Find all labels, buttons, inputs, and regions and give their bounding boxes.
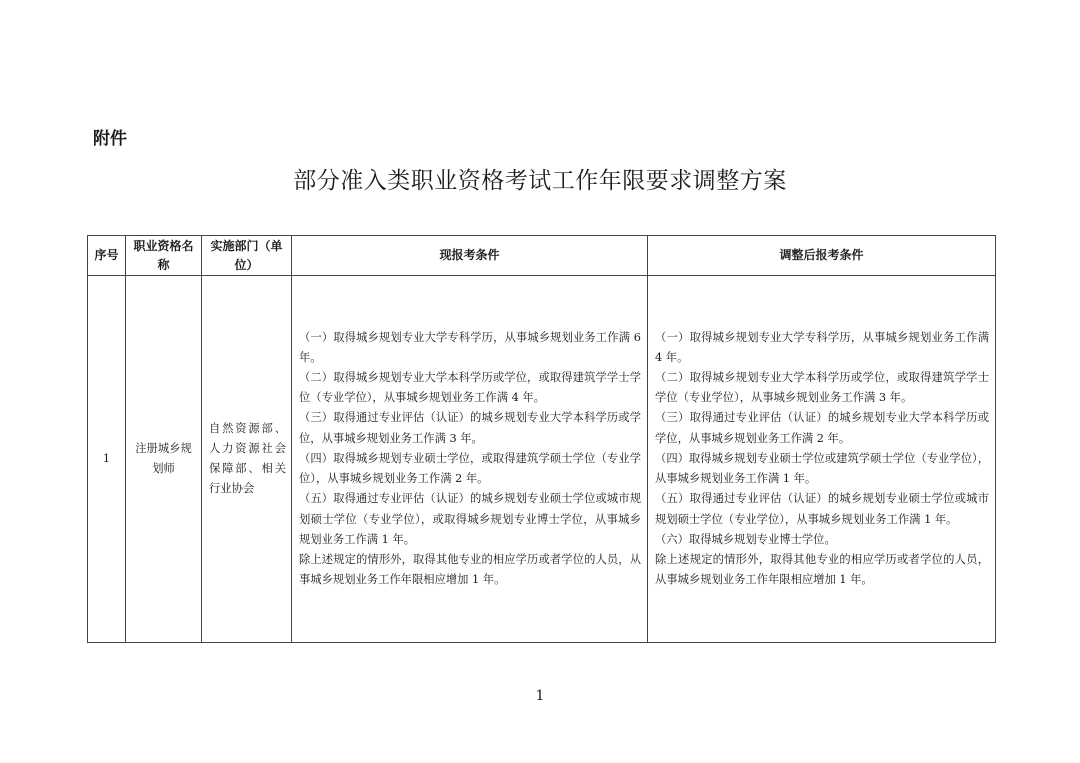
current-condition-note: 除上述规定的情形外，取得其他专业的相应学历或者学位的人员，从事城乡规划业务工作年限相应增加 1 年。 bbox=[299, 552, 641, 587]
adjusted-condition-note: 除上述规定的情形外，取得其他专业的相应学历或者学位的人员，从事城乡规划业务工作年限相应增加 1 年。 bbox=[655, 552, 989, 587]
current-condition-2: （二）取得城乡规划专业大学本科学历或学位，或取得建筑学学士学位（专业学位），从事城乡规划业务工作满 4 年。 bbox=[299, 371, 641, 405]
row-current-conditions bbox=[292, 276, 648, 643]
header-department: 实施部门（单位） bbox=[202, 236, 292, 276]
current-condition-1: （一）取得城乡规划专业大学专科学历，从事城乡规划业务工作满 6 年。 bbox=[299, 330, 641, 364]
row-adjusted-conditions bbox=[648, 276, 996, 643]
header-serial-number: 序号 bbox=[88, 236, 126, 276]
table-row bbox=[88, 276, 996, 643]
adjusted-condition-6: （六）取得城乡规划专业博士学位。 bbox=[655, 532, 836, 546]
current-condition-3: （三）取得通过专业评估（认证）的城乡规划专业大学本科学历或学位，从事城乡规划业务工作满 3 年。 bbox=[299, 411, 641, 445]
adjusted-condition-5: （五）取得通过专业评估（认证）的城乡规划专业硕士学位或城市规划硕士学位（专业学位），从事城乡规划业务工作满 1 年。 bbox=[655, 492, 989, 526]
adjusted-condition-1: （一）取得城乡规划专业大学专科学历，从事城乡规划业务工作满 4 年。 bbox=[655, 330, 989, 364]
table-header-row bbox=[88, 236, 996, 276]
header-qualification-name: 职业资格名称 bbox=[126, 236, 202, 276]
adjusted-condition-3: （三）取得通过专业评估（认证）的城乡规划专业大学本科学历或学位，从事城乡规划业务工作满 2 年。 bbox=[655, 411, 989, 445]
header-adjusted-conditions: 调整后报考条件 bbox=[648, 236, 996, 276]
row-serial-number: 1 bbox=[88, 276, 126, 643]
page-number: 1 bbox=[535, 688, 545, 704]
adjusted-condition-2: （二）取得城乡规划专业大学本科学历或学位，或取得建筑学学士学位（专业学位），从事城乡规划业务工作满 3 年。 bbox=[655, 371, 989, 405]
row-qualification-name: 注册城乡规划师 bbox=[126, 276, 202, 643]
requirements-table bbox=[87, 235, 996, 643]
adjusted-condition-4: （四）取得城乡规划专业硕士学位或建筑学硕士学位（专业学位），从事城乡规划业务工作满 1 年。 bbox=[655, 451, 989, 486]
header-current-conditions: 现报考条件 bbox=[292, 236, 648, 276]
row-department: 自然资源部、人力资源社会保障部、相关行业协会 bbox=[202, 276, 292, 643]
current-condition-4: （四）取得城乡规划专业硕士学位，或取得建筑学硕士学位（专业学位），从事城乡规划业务工作满 2 年。 bbox=[299, 451, 641, 486]
document-title: 部分准入类职业资格考试工作年限要求调整方案 bbox=[293, 168, 787, 194]
attachment-label: 附件 bbox=[93, 129, 127, 149]
current-condition-5: （五）取得通过专业评估（认证）的城乡规划专业硕士学位或城市规划硕士学位（专业学位），或取得城乡规划专业博士学位，从事城乡规划业务工作满 1 年。 bbox=[299, 492, 641, 546]
